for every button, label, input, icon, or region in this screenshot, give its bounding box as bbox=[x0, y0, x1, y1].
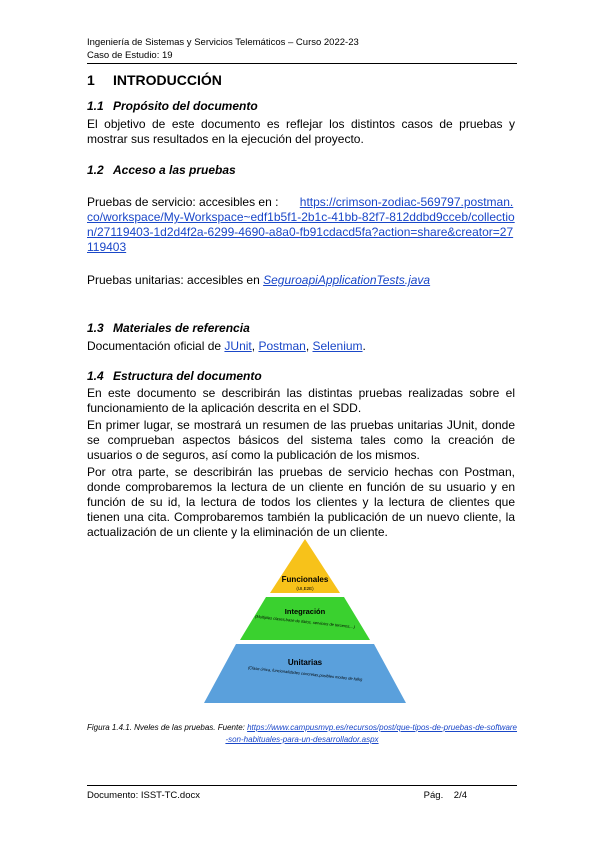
structure-paragraph-3: Por otra parte, se describirán las pruebas de servicio hechas con Postman, donde comprobaremos la lectura de un cliente en función de su usuario y en función de su id, la lectura de todos los clientes y la lectura de clientes que tienen una cita. Comprobaremos también la publicación de un nuevo cliente, la actualización de un cliente y la eliminación de un cliente. bbox=[87, 465, 515, 539]
heading-1-1 bbox=[87, 99, 258, 113]
references-label: Documentación oficial de bbox=[87, 339, 222, 353]
unit-tests-link[interactable]: SeguroapiApplicationTests.java bbox=[263, 273, 431, 287]
figure-caption bbox=[87, 722, 517, 746]
heading-1-4 bbox=[87, 369, 262, 383]
footer-rule bbox=[87, 785, 517, 786]
pyramid-top-subtitle: (UI,E2E) bbox=[296, 586, 314, 591]
service-tests-paragraph bbox=[87, 195, 515, 255]
selenium-link[interactable]: Selenium bbox=[312, 339, 363, 353]
separator: , bbox=[305, 339, 310, 353]
heading-number: 1.2 bbox=[87, 163, 104, 177]
pyramid-bottom-title: Unitarias bbox=[287, 658, 323, 667]
structure-paragraph-1: En este documento se describirán las distintas pruebas realizadas sobre el funcionamiento de la aplicación descrita en el SDD. bbox=[87, 386, 515, 415]
section-title: INTRODUCCIÓN bbox=[113, 72, 222, 88]
footer-page-label: Pág. bbox=[423, 790, 444, 801]
footer-page bbox=[424, 790, 467, 801]
section-heading-1 bbox=[87, 72, 222, 88]
header-course: Ingeniería de Sistemas y Servicios Telemáticos – Curso 2022-23 bbox=[87, 37, 359, 48]
separator: , bbox=[251, 339, 256, 353]
heading-number: 1.1 bbox=[87, 99, 104, 113]
heading-number: 1.3 bbox=[87, 321, 104, 335]
caption-source-link[interactable]: https://www.campusmvp.es/recursos/post/que-tipos-de-pruebas-de-software-son-habituales-para-un-desarrollador.aspx bbox=[225, 723, 518, 744]
pyramid-bottom-subtitle: (Clase única, funcionalidades concretas,posibles modos de fallo) bbox=[247, 665, 363, 683]
unit-tests-label: Pruebas unitarias: accesibles en bbox=[87, 273, 260, 287]
header-case: Caso de Estudio: 19 bbox=[87, 50, 173, 61]
heading-title: Propósito del documento bbox=[113, 99, 258, 113]
testing-pyramid-figure bbox=[200, 535, 410, 710]
pyramid-middle-title: Integración bbox=[284, 607, 326, 616]
page-header bbox=[87, 36, 517, 62]
section-number: 1 bbox=[87, 72, 95, 88]
postman-collection-link[interactable]: https://crimson-zodiac-569797.postman.co/workspace/My-Workspace~edf1b5f1-2b1c-41bb-82f7-812ddbd9cceb/collection/27119403-1d2d4f2a-6299-4690-a8a0-fb91cdacd5fa?action=share&creator=27119403 bbox=[87, 195, 515, 254]
page-footer bbox=[87, 790, 517, 801]
heading-title: Materiales de referencia bbox=[113, 321, 250, 335]
postman-link[interactable]: Postman bbox=[258, 339, 306, 353]
pyramid-top-tier bbox=[270, 539, 340, 593]
caption-label: Figura 1.4.1. Nveles de las pruebas. Fuente: bbox=[87, 723, 245, 732]
header-rule bbox=[87, 63, 517, 64]
footer-page-number: 2/4 bbox=[453, 790, 467, 801]
heading-title: Acceso a las pruebas bbox=[113, 163, 236, 177]
footer-document: Documento: ISST-TC.docx bbox=[87, 790, 200, 801]
junit-link[interactable]: JUnit bbox=[224, 339, 252, 353]
references-paragraph bbox=[87, 339, 515, 354]
structure-paragraph-2: En primer lugar, se mostrará un resumen de las pruebas unitarias JUnit, donde se comprueban aspectos básicos del sistema tales como la creación de usuarios o de seguros, así como la publicación de los mismos. bbox=[87, 418, 515, 462]
purpose-paragraph: El objetivo de este documento es reflejar los distintos casos de pruebas y mostrar sus resultados en la ejecución del proyecto. bbox=[87, 117, 515, 146]
unit-tests-paragraph bbox=[87, 273, 515, 288]
service-tests-label: Pruebas de servicio: accesibles en : bbox=[87, 195, 279, 209]
heading-1-3 bbox=[87, 321, 250, 335]
heading-title: Estructura del documento bbox=[113, 369, 262, 383]
pyramid-middle-subtitle: (Multiples clases,base de datos, servicios de terceros,...) bbox=[254, 613, 356, 630]
heading-number: 1.4 bbox=[87, 369, 104, 383]
pyramid-top-title: Funcionales bbox=[281, 575, 329, 584]
heading-1-2 bbox=[87, 163, 236, 177]
period: . bbox=[362, 339, 366, 353]
